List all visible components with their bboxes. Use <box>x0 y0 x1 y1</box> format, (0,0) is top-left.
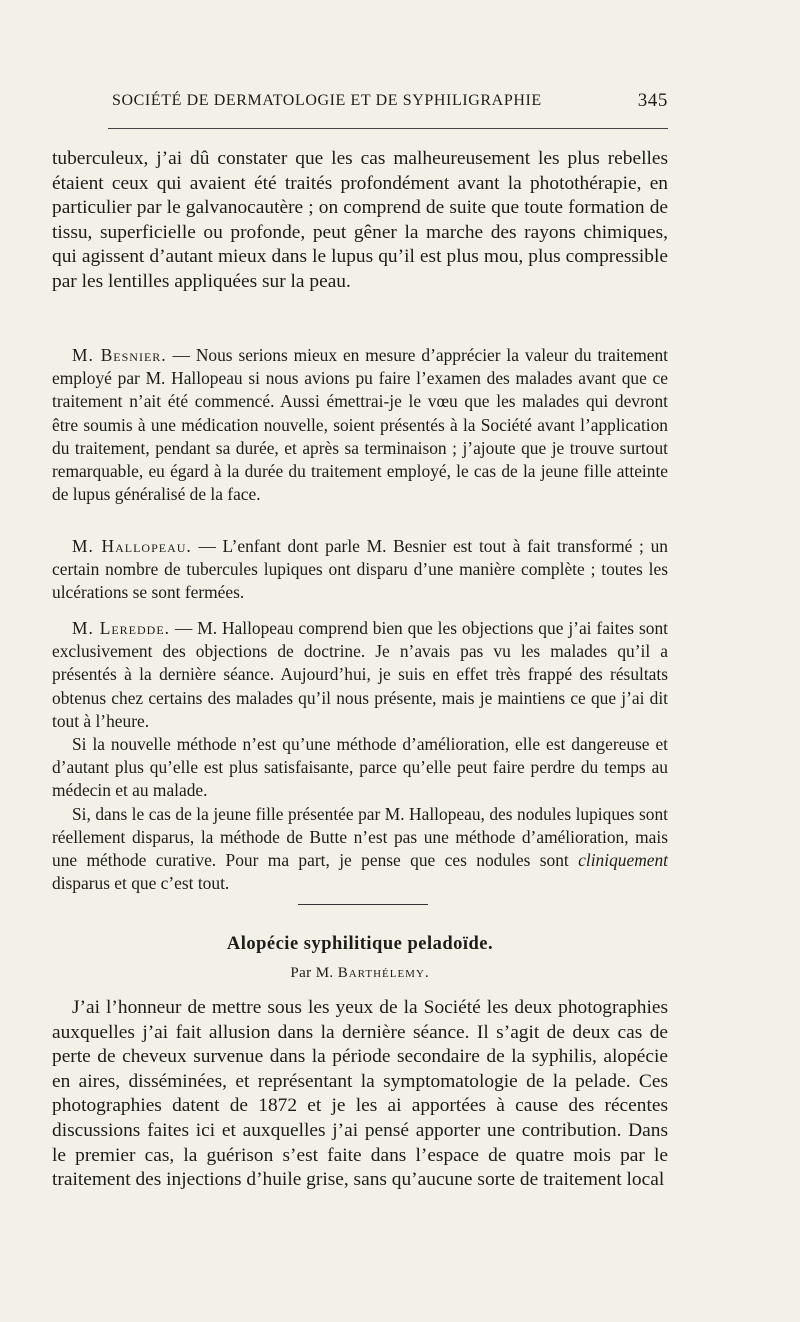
paragraph-leredde <box>52 617 668 895</box>
paragraph-text <box>52 535 668 605</box>
speaker-name: M. Hallopeau. <box>72 536 192 556</box>
speech-text: — Nous serions mieux en mesure d’apprécier la valeur du traitement employé par M. Hallopeau si nous avions pu faire l’examen des malades avant que ce traitement n’ait été commencé. Aussi émettrai-je le vœu que les malades qui devront être soumis à une médication nouvelle, soient présentés à la Société avant l’application du traitement, pendant sa durée, et après sa terminaison ; j’ajoute que je trouve surtout remarquable, eu égard à la durée du traitement employé, le cas de la jeune fille atteinte de lupus généralisé de la face. <box>52 345 668 505</box>
emphasis-text: cliniquement <box>578 850 668 871</box>
paragraph-text: J’ai l’honneur de mettre sous les yeux de la Société les deux photographies auxquelles j’ai fait allusion dans la dernière séance. Il s’agit de deux cas de perte de cheveux survenue dans la période secondaire de la syphilis, alopécie en aires, disséminées, et représentant la symptomatologie de la pelade. Ces photographies datent de 1872 et je les ai apportées à cause des récentes discussions faites ici et auxquelles j’ai pensé apporter une contribution. Dans le premier cas, la guérison s’est faite dans l’espace de quatre mois par le traitement des injections d’huile grise, sans qu’aucune sorte de traitement local <box>52 997 668 1191</box>
paragraph-text <box>52 344 668 506</box>
paragraph-text: tuberculeux, j’ai dû constater que les cas malheureusement les plus rebelles étaient ceux qui avaient été traités profondément avant la photothérapie, en particulier par le galvanocautère ; on comprend de suite que toute formation de tissu, superficielle ou profonde, peut gêner la marche des rayons chimiques, qui agissent d’autant mieux dans le lupus qu’il est plus mou, plus compressible par les lentilles appliquées sur la peau. <box>52 148 668 292</box>
speaker-name: M. Leredde. <box>72 618 171 638</box>
speech-text: — M. Hallopeau comprend bien que les objections que j’ai faites sont exclusivement des objections de doctrine. Je n’avais pas vu les malades qu’il a présentés à la dernière séance. Aujourd’hui, je suis en effet très frappé des résultats obtenus chez certains des malades qu’il nous présente, mais je maintiens ce que j’ai dit tout à l’heure. <box>52 618 668 731</box>
page-header <box>112 90 668 116</box>
paragraph-besnier <box>52 344 668 506</box>
paragraph-text <box>52 617 668 733</box>
article-author: Par M. Barthélemy. <box>290 965 430 981</box>
paragraph-hallopeau <box>52 535 668 605</box>
article-body <box>52 996 668 1193</box>
speech-text: — L’enfant dont parle M. Besnier est tout à fait transformé ; un certain nombre de tubercules lupiques ont disparu d’une manière complète ; toutes les ulcérations se sont fermées. <box>52 536 668 603</box>
author-name: Barthélemy. <box>337 965 430 981</box>
paragraph-text: Si la nouvelle méthode n’est qu’une méthode d’amélioration, elle est dangereuse et d’autant plus qu’elle est plus satisfaisante, parce qu’elle peut faire perdre du temps au médecin et au malade. <box>52 734 668 801</box>
speaker-name: M. Besnier. <box>72 345 167 365</box>
page-number: 345 <box>637 90 668 111</box>
running-title: SOCIÉTÉ DE DERMATOLOGIE ET DE SYPHILIGRAPHIE <box>112 92 542 109</box>
paragraph-text: Si, dans le cas de la jeune fille présentée par M. Hallopeau, des nodules lupiques sont réellement disparus, la méthode de Butte n’est pas une méthode d’amélioration, mais une méthode curative. Pour ma part, je pense que ces nodules sont cliniquement disparus et que c’est tout. <box>52 803 668 894</box>
article-title: Alopécie syphilitique peladoïde. <box>226 934 494 954</box>
header-rule <box>108 128 668 129</box>
paragraph-continuation <box>52 147 668 295</box>
section-separator <box>298 904 428 905</box>
